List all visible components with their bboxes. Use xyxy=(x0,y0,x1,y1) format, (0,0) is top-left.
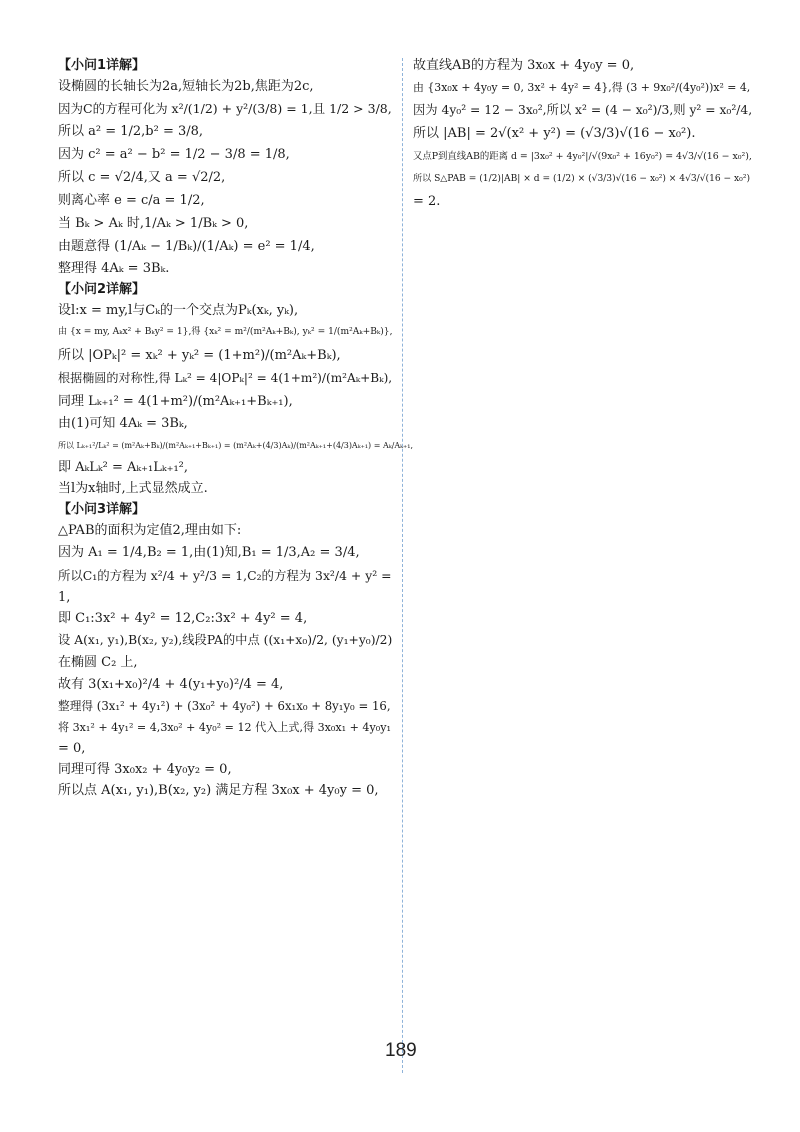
formula-line: 由 {3x₀x + 4y₀y = 0, 3x² + 4y² = 4},得 (3 + 9x₀²/(4y₀²))x² = 4, xyxy=(413,81,751,94)
section-heading-3: 【小问3详解】 xyxy=(58,502,146,517)
text-line: 由(1)可知 4Aₖ = 3Bₖ, xyxy=(58,416,188,431)
text-line: = 0, xyxy=(58,741,86,756)
column-divider xyxy=(402,58,403,1073)
text-line: 整理得 4Aₖ = 3Bₖ. xyxy=(58,261,170,276)
formula-line: 因为 c² = a² − b² = 1/2 − 3/8 = 1/8, xyxy=(58,147,290,162)
text-line: 在椭圆 C₂ 上, xyxy=(58,655,138,670)
formula-line: 同理 Lₖ₊₁² = 4(1+m²)/(m²Aₖ₊₁+Bₖ₊₁), xyxy=(58,394,293,409)
formula-line: 所以 a² = 1/2,b² = 3/8, xyxy=(58,124,204,139)
section-heading-1: 【小问1详解】 xyxy=(58,58,146,73)
formula-line: 所以 |OPₖ|² = xₖ² + yₖ² = (1+m²)/(m²Aₖ+Bₖ), xyxy=(58,348,341,363)
right-column xyxy=(413,58,753,215)
text-line: 1, xyxy=(58,590,71,605)
formula-line: 由题意得 (1/Aₖ − 1/Bₖ)/(1/Aₖ) = e² = 1/4, xyxy=(58,239,315,254)
section-heading-2: 【小问2详解】 xyxy=(58,282,146,297)
formula-line: 所以 |AB| = 2√(x² + y²) = (√3/3)√(16 − x₀²). xyxy=(413,126,696,141)
text-line: = 2. xyxy=(413,194,441,209)
formula-line: 根据椭圆的对称性,得 Lₖ² = 4|OPₖ|² = 4(1+m²)/(m²Aₖ+Bₖ), xyxy=(58,371,393,385)
text-line: 同理可得 3x₀x₂ + 4y₀y₂ = 0, xyxy=(58,762,232,777)
text-line: 所以点 A(x₁, y₁),B(x₂, y₂) 满足方程 3x₀x + 4y₀y = 0, xyxy=(58,783,379,798)
formula-line: 所以 c = √2/4,又 a = √2/2, xyxy=(58,170,226,185)
formula-line: 因为 4y₀² = 12 − 3x₀²,所以 x² = (4 − x₀²)/3,则 y² = x₀²/4, xyxy=(413,103,753,117)
formula-line: 所以 Lₖ₊₁²/Lₖ² = (m²Aₖ+Bₖ)/(m²Aₖ₊₁+Bₖ₊₁) = (m²Aₖ+(4/3)Aₖ)/(m²Aₖ₊₁+(4/3)Aₖ₊₁) = Aₖ/Aₖ₊₁, xyxy=(58,441,414,450)
formula-line: 因为C的方程可化为 x²/(1/2) + y²/(3/8) = 1,且 1/2 > 3/8, xyxy=(58,101,392,116)
formula-line: 当 Bₖ > Aₖ 时,1/Aₖ > 1/Bₖ > 0, xyxy=(58,216,249,231)
text-line: 故直线AB的方程为 3x₀x + 4y₀y = 0, xyxy=(413,58,635,73)
formula-line: 所以 S△PAB = (1/2)|AB| × d = (1/2) × (√3/3)√(16 − x₀²) × 4√3/√(16 − x₀²) xyxy=(413,174,751,184)
text-line: 将 3x₁² + 4y₁² = 4,3x₀² + 4y₀² = 12 代入上式,得 3x₀x₁ + 4y₀y₁ xyxy=(58,721,391,734)
formula-line: 所以C₁的方程为 x²/4 + y²/3 = 1,C₂的方程为 3x²/4 + y² = xyxy=(58,568,392,583)
text-line: 即 C₁:3x² + 4y² = 12,C₂:3x² + 4y² = 4, xyxy=(58,611,308,626)
text-line: 即 AₖLₖ² = Aₖ₊₁Lₖ₊₁², xyxy=(58,460,189,475)
formula-line: 则离心率 e = c/a = 1/2, xyxy=(58,193,205,208)
text-line: 设椭圆的长轴长为2a,短轴长为2b,焦距为2c, xyxy=(58,79,314,94)
text-line: △PAB的面积为定值2,理由如下: xyxy=(58,523,242,538)
formula-line: 因为 A₁ = 1/4,B₂ = 1,由(1)知,B₁ = 1/3,A₂ = 3/4, xyxy=(58,545,360,560)
text-line: 设l:x = my,l与Cₖ的一个交点为Pₖ(xₖ, yₖ), xyxy=(58,303,299,318)
left-column xyxy=(58,58,414,804)
text-line: 当l为x轴时,上式显然成立. xyxy=(58,481,208,496)
text-line: 整理得 (3x₁² + 4y₁²) + (3x₀² + 4y₀²) + 6x₁x₀ + 8y₁y₀ = 16, xyxy=(58,699,391,713)
formula-line: 又点P到直线AB的距离 d = |3x₀² + 4y₀²|/√(9x₀² + 16y₀²) = 4√3/√(16 − x₀²), xyxy=(413,151,752,162)
page-number: 189 xyxy=(385,1040,417,1061)
formula-line: 设 A(x₁, y₁),B(x₂, y₂),线段PA的中点 ((x₁+x₀)/2, (y₁+y₀)/2) xyxy=(58,633,393,647)
formula-line: 故有 3(x₁+x₀)²/4 + 4(y₁+y₀)²/4 = 4, xyxy=(58,677,284,692)
formula-line: 由 {x = my, Aₖx² + Bₖy² = 1},得 {xₖ² = m²/(m²Aₖ+Bₖ), yₖ² = 1/(m²Aₖ+Bₖ)}, xyxy=(58,327,393,337)
